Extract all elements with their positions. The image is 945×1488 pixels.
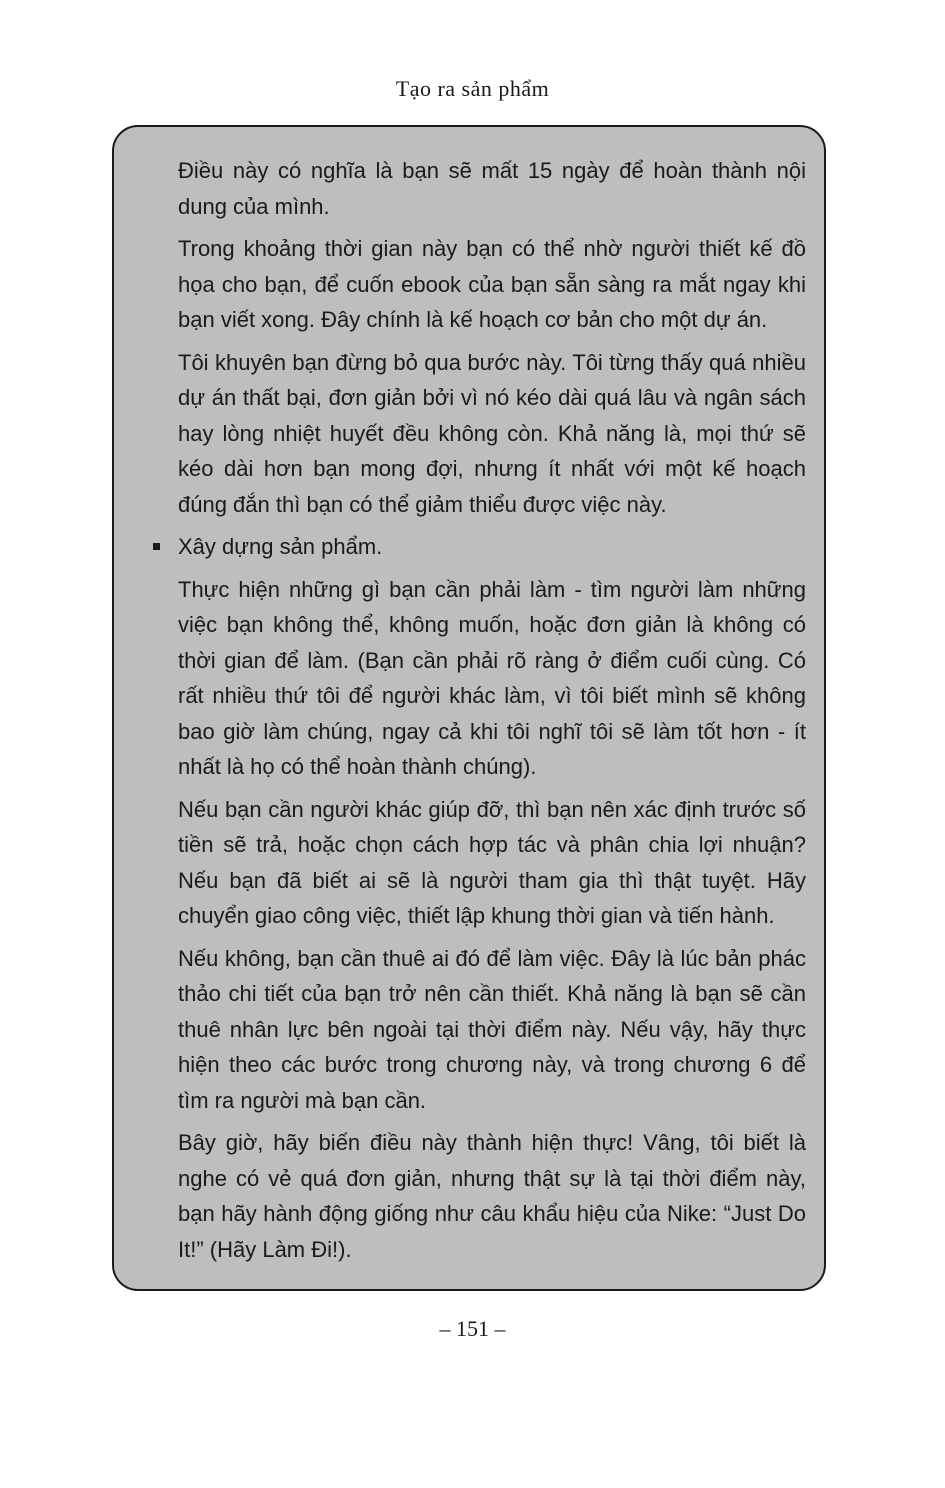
paragraph: Thực hiện những gì bạn cần phải làm - tìm người làm những việc bạn không thể, không muốn, hoặc đơn giản là không có thời gian để làm. (Bạn cần phải rõ ràng ở điểm cuối cùng. Có rất nhiều thứ tôi để người khác làm, vì tôi biết mình sẽ không bao giờ làm chúng, ngay cả khi tôi nghĩ tôi sẽ làm tốt hơn - ít nhất là họ có thể hoàn thành chúng). xyxy=(178,576,806,779)
box-content xyxy=(178,153,806,1274)
running-header: Tạo ra sản phẩm xyxy=(395,76,550,101)
paragraph: Bây giờ, hãy biến điều này thành hiện thực! Vâng, tôi biết là nghe có vẻ quá đơn giản, nhưng thật sự là tại thời điểm này, bạn hãy hành động giống như câu khẩu hiệu của Nike: “Just Do It!” (Hãy Làm Đi!). xyxy=(178,1130,806,1262)
square-bullet-icon xyxy=(153,543,160,550)
bullet-item xyxy=(178,529,806,565)
paragraph: Tôi khuyên bạn đừng bỏ qua bước này. Tôi từng thấy quá nhiều dự án thất bại, đơn giản bởi vì nó kéo dài quá lâu và ngân sách hay lòng nhiệt huyết đều không còn. Khả năng là, mọi thứ sẽ kéo dài hơn bạn mong đợi, nhưng ít nhất với một kế hoạch đúng đắn thì bạn có thể giảm thiểu được việc này. xyxy=(178,349,806,517)
paragraph: Điều này có nghĩa là bạn sẽ mất 15 ngày để hoàn thành nội dung của mình. xyxy=(178,158,806,219)
paragraph: Nếu bạn cần người khác giúp đỡ, thì bạn nên xác định trước số tiền sẽ trả, hoặc chọn cách hợp tác và phân chia lợi nhuận? Nếu bạn đã biết ai sẽ là người tham gia thì thật tuyệt. Hãy chuyển giao công việc, thiết lập khung thời gian và tiến hành. xyxy=(178,796,806,928)
content-box xyxy=(112,125,826,1291)
page-number: – 151 – xyxy=(439,1316,506,1341)
paragraph: Trong khoảng thời gian này bạn có thể nhờ người thiết kế đồ họa cho bạn, để cuốn ebook của bạn sẵn sàng ra mắt ngay khi bạn viết xong. Đây chính là kế hoạch cơ bản cho một dự án. xyxy=(178,236,806,332)
paragraph: Nếu không, bạn cần thuê ai đó để làm việc. Đây là lúc bản phác thảo chi tiết của bạn trở nên cần thiết. Khả năng là bạn sẽ cần thuê nhân lực bên ngoài tại thời điểm này. Nếu vậy, hãy thực hiện theo các bước trong chương này, và trong chương 6 để tìm ra người mà bạn cần. xyxy=(178,945,806,1113)
bullet-text: Xây dựng sản phẩm. xyxy=(178,534,383,559)
